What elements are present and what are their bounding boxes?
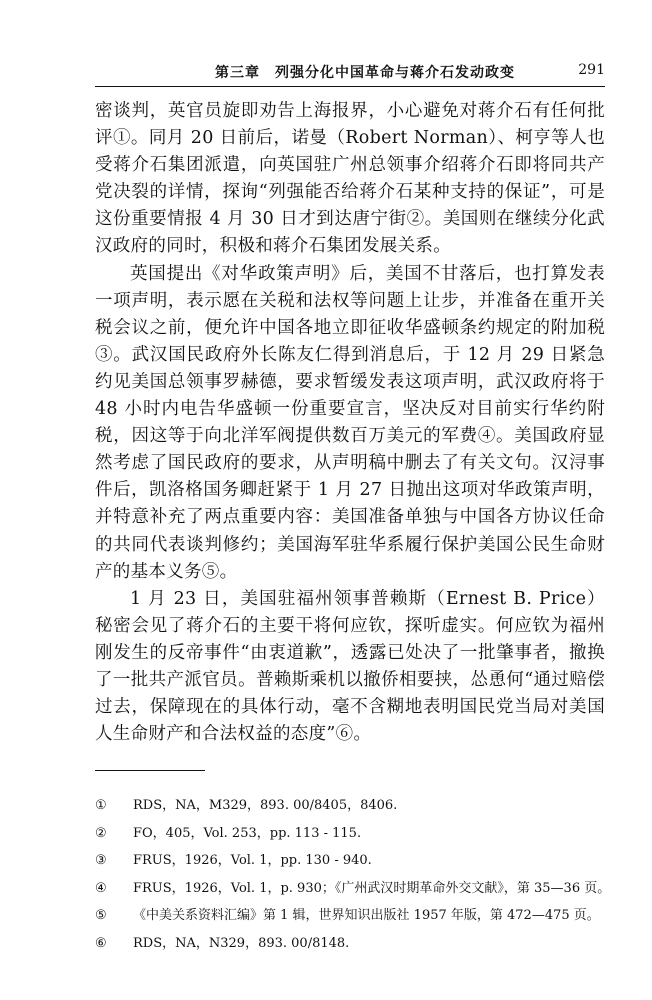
footnote-marker: ⑤ <box>95 908 107 923</box>
footnote-marker: ④ <box>95 880 107 896</box>
page-header <box>95 62 605 84</box>
footnote-text: FRUS，1926，Vol. 1，pp. 130 - 940. <box>133 853 372 868</box>
footnote-6 <box>95 930 615 958</box>
footnote-separator <box>95 770 205 771</box>
footnote-marker: ① <box>95 798 107 813</box>
footnote-text: RDS，NA，N329，893. 00/8148. <box>133 935 350 951</box>
header-rule <box>95 86 605 87</box>
chapter-title: 第三章 列强分化中国革命与蒋介石发动政变 <box>215 65 515 81</box>
page-number: 291 <box>578 62 605 78</box>
paragraph-2: 英国提出《对华政策声明》后，美国不甘落后，也打算发表一项声明，表示愿在关税和法权等问题上让步，并准备在重开关税会议之前，便允许中国各地立即征收华盛顿条约规定的附加税③。武汉国民政府外长陈友仁得到消息后，于 12 月 29 日紧急约见美国总领事罗赫德，要求暂缓发表这项声明，武汉政府将于 48 小时内电告华盛顿一份重要宣言，坚决反对目前实行华约附税，因这等于向北洋军阀提供数百万美元的军费④。美国政府显然考虑了国民政府的要求，从声明稿中删去了有关文句。汉浔事件后，凯洛格国务卿赶紧于 1 月 27 日抛出这项对华政策声明，并特意补充了两点重要内容：美国准备单独与中国各方协议任命的共同代表谈判修约；美国海军驻华系履行保护美国公民生命财产的基本义务⑤。 <box>95 263 605 582</box>
footnote-2 <box>95 820 615 848</box>
footnote-marker: ⑥ <box>95 935 107 951</box>
footnote-text: 《中美关系资料汇编》第 1 辑，世界知识出版社 1957 年版，第 472—475 页。 <box>133 908 600 923</box>
footnote-text: RDS，NA，M329，893. 00/8405，8406. <box>133 798 398 813</box>
footnote-marker: ② <box>95 825 107 841</box>
footnote-marker: ③ <box>95 853 107 868</box>
footnote-3 <box>95 847 615 875</box>
footnote-4 <box>95 875 615 903</box>
footnote-1 <box>95 792 615 820</box>
paragraph-3: 1 月 23 日，美国驻福州领事普赖斯（Ernest B. Price）秘密会见了蒋介石的主要干将何应钦，探听虚实。何应钦为福州刚发生的反帝事件“由衷道歉”，透露已处决了一批肇事者，撤换了一批共产派官员。普赖斯乘机以撤侨相要挟，怂恿何“通过赔偿过去，保障现在的具体行动，毫不含糊地表明国民党当局对美国人生命财产和合法权益的态度”⑥。 <box>95 588 605 745</box>
paragraph-1: 密谈判，英官员旋即劝告上海报界，小心避免对蒋介石有任何批评①。同月 20 日前后，诺曼（Robert Norman）、柯亨等人也受蒋介石集团派遣，向英国驻广州总领事介绍蒋介石即将同共产党决裂的详情，探询“列强能否给蒋介石某种支持的保证”，可是这份重要情报 4 月 30 日才到达唐宁街②。美国则在继续分化武汉政府的同时，积极和蒋介石集团发展关系。 <box>95 101 605 257</box>
footnotes <box>95 792 615 957</box>
footnote-5 <box>95 902 615 930</box>
footnote-text: FRUS，1926，Vol. 1，p. 930；《广州武汉时期革命外交文献》，第 35—36 页。 <box>133 880 611 896</box>
body-text <box>95 98 605 748</box>
footnote-text: FO，405，Vol. 253，pp. 113 - 115. <box>133 825 362 841</box>
